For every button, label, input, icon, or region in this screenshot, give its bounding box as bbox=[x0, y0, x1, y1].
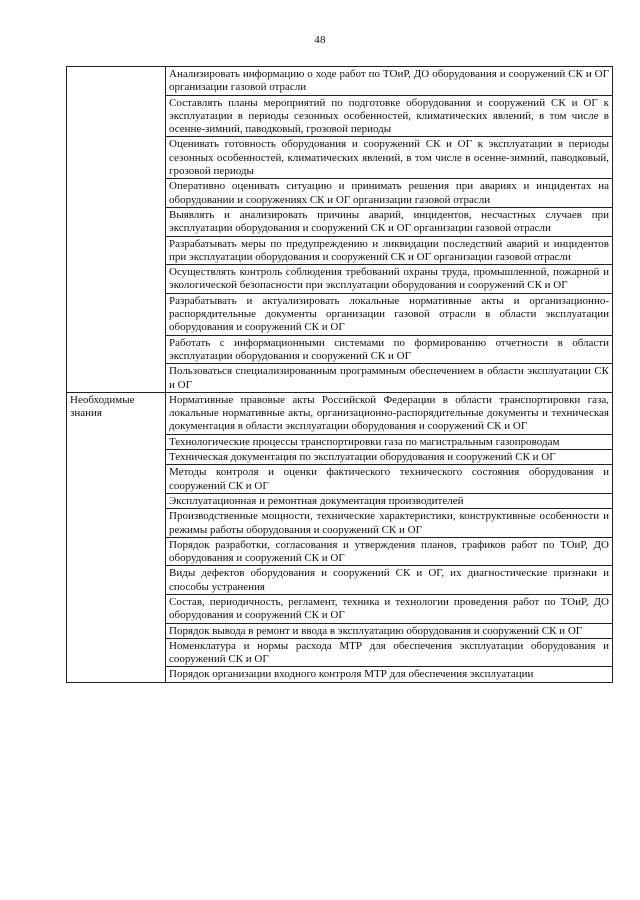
requirement-item: Номенклатура и нормы расхода МТР для обеспечения эксплуатации оборудования и сооружений СК и ОГ bbox=[166, 638, 613, 667]
requirement-item: Порядок разработки, согласования и утверждения планов, графиков работ по ТОиР, ДО оборудования и сооружений СК и ОГ bbox=[166, 537, 613, 566]
table-row bbox=[67, 67, 613, 96]
requirement-item: Порядок организации входного контроля МТР для обеспечения эксплуатации bbox=[166, 667, 613, 682]
page-bottom-margin bbox=[0, 830, 640, 900]
requirement-item: Нормативные правовые акты Российской Федерации в области транспортировки газа, локальные нормативные акты, организационно-распорядительные документы и техническая документация в области эксплуатации оборудования и сооружений СК и ОГ bbox=[166, 392, 613, 434]
requirement-item: Разрабатывать меры по предупреждению и ликвидации последствий аварий и инцидентов при эксплуатации оборудования и сооружений СК и ОГ организации газовой отрасли bbox=[166, 236, 613, 265]
section-label bbox=[67, 67, 166, 393]
requirement-item: Работать с информационными системами по формированию отчетности в области эксплуатации оборудования и сооружений СК и ОГ bbox=[166, 335, 613, 364]
requirement-item: Виды дефектов оборудования и сооружений СК и ОГ, их диагностические признаки и способы устранения bbox=[166, 566, 613, 595]
requirement-item: Технологические процессы транспортировки газа по магистральным газопроводам bbox=[166, 434, 613, 449]
requirement-item: Выявлять и анализировать причины аварий, инцидентов, несчастных случаев при эксплуатации оборудования и сооружений СК и ОГ организации газовой отрасли bbox=[166, 207, 613, 236]
requirement-item: Составлять планы мероприятий по подготовке оборудования и сооружений СК и ОГ к эксплуатации в периоды сезонных особенностей, климатических явлений, в том числе в осенне-зимний, паводковый, грозовой периоды bbox=[166, 95, 613, 137]
requirement-item: Производственные мощности, технические характеристики, конструктивные особенности и режимы работы оборудования и сооружений СК и ОГ bbox=[166, 509, 613, 538]
requirement-item: Состав, периодичность, регламент, техника и технологии проведения работ по ТОиР, ДО оборудования и сооружений СК и ОГ bbox=[166, 594, 613, 623]
requirement-item: Пользоваться специализированным программным обеспечением в области эксплуатации СК и ОГ bbox=[166, 364, 613, 393]
requirement-item: Оценивать готовность оборудования и сооружений СК и ОГ к эксплуатации в периоды сезонных особенностей, климатических явлений, в том числе в осенне-зимний, паводковый, грозовой периоды bbox=[166, 137, 613, 179]
requirement-item: Оперативно оценивать ситуацию и принимать решения при авариях и инцидентах на оборудовании и сооружениях СК и ОГ организации газовой отрасли bbox=[166, 179, 613, 208]
requirement-item: Техническая документация по эксплуатации оборудования и сооружений СК и ОГ bbox=[166, 450, 613, 465]
page-number: 48 bbox=[314, 34, 326, 46]
requirement-item: Эксплуатационная и ремонтная документация производителей bbox=[166, 493, 613, 508]
section-label: Необходимые знания bbox=[67, 392, 166, 682]
table-row bbox=[67, 392, 613, 434]
requirements-table bbox=[66, 66, 613, 683]
requirement-item: Анализировать информацию о ходе работ по ТОиР, ДО оборудования и сооружений СК и ОГ организации газовой отрасли bbox=[166, 67, 613, 96]
requirements-table-body bbox=[67, 67, 613, 683]
requirement-item: Методы контроля и оценки фактического технического состояния оборудования и сооружений СК и ОГ bbox=[166, 465, 613, 494]
requirement-item: Порядок вывода в ремонт и ввода в эксплуатацию оборудования и сооружений СК и ОГ bbox=[166, 623, 613, 638]
requirement-item: Разрабатывать и актуализировать локальные нормативные акты и организационно-распорядительные документы организации газовой отрасли в области эксплуатации оборудования и сооружений СК и ОГ bbox=[166, 293, 613, 335]
requirement-item: Осуществлять контроль соблюдения требований охраны труда, промышленной, пожарной и экологической безопасности при эксплуатации оборудования и сооружений СК и ОГ bbox=[166, 265, 613, 294]
